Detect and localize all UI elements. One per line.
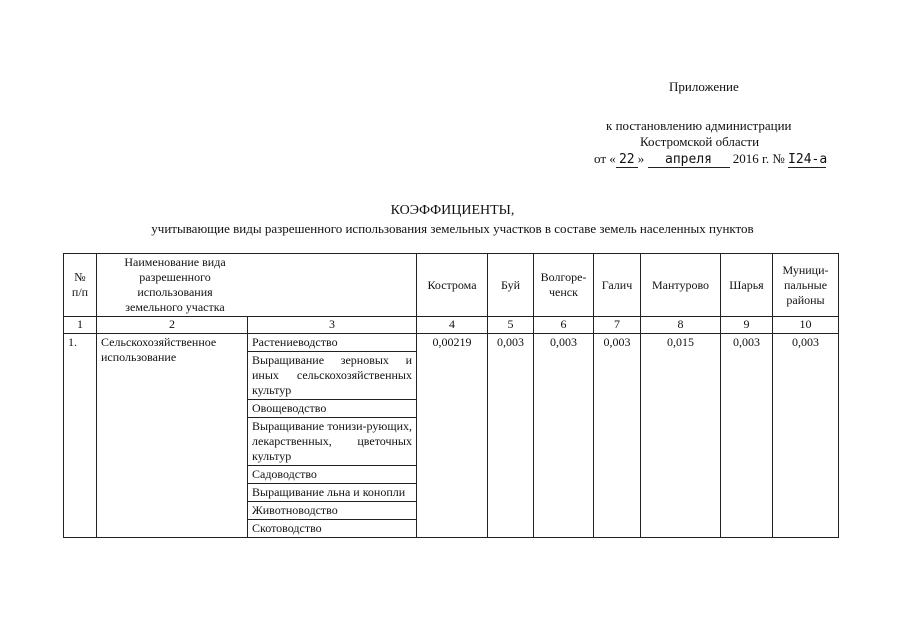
column-number: 8 [641, 317, 721, 334]
row-num: 1. [64, 334, 97, 538]
header-use-type [97, 254, 417, 317]
header-manturovo: Мантурово [641, 254, 721, 317]
decree-line-1: к постановлению администрации [606, 118, 792, 133]
coefficients-table [63, 253, 839, 538]
column-number: 9 [721, 317, 773, 334]
date-mid: » [637, 151, 645, 166]
subtype-cell: Животноводство [248, 502, 417, 520]
date-prefix: от « [594, 151, 616, 166]
column-number: 10 [773, 317, 839, 334]
value-galich: 0,003 [594, 334, 641, 538]
header-num-text: № п/п [71, 270, 89, 299]
column-number: 5 [488, 317, 534, 334]
subtype-cell: Выращивание льна и конопли [248, 484, 417, 502]
column-number: 4 [417, 317, 488, 334]
header-volgorechensk: Волгорe-ченск [534, 254, 594, 317]
table-header-row [64, 254, 839, 317]
value-manturovo: 0,015 [641, 334, 721, 538]
value-sharya: 0,003 [721, 334, 773, 538]
subtype-cell: Садоводство [248, 466, 417, 484]
subtype-cell: Скотоводство [248, 520, 417, 538]
value-kostroma: 0,00219 [417, 334, 488, 538]
column-number-row [64, 317, 839, 334]
doc-number: I24-а [788, 152, 828, 167]
value-volgorechensk: 0,003 [534, 334, 594, 538]
document-subtitle: учитывающие виды разрешенного использования земельных участков в составе земель населенных пунктов [151, 221, 754, 236]
subtype-cell: Овощеводство [248, 400, 417, 418]
column-number: 1 [64, 317, 97, 334]
header-sharya: Шарья [721, 254, 773, 317]
date-day: 22 [616, 152, 638, 168]
value-buy: 0,003 [488, 334, 534, 538]
header-buy: Буй [488, 254, 534, 317]
row-category: Сельскохозяйственное использование [97, 334, 248, 538]
value-municipal: 0,003 [773, 334, 839, 538]
header-municipal: Муници-пальные районы [773, 254, 839, 317]
decree-date-line [594, 151, 826, 168]
table-row [64, 334, 839, 352]
column-number: 6 [534, 317, 594, 334]
column-number: 2 [97, 317, 248, 334]
column-number: 7 [594, 317, 641, 334]
decree-line-2: Костромской области [640, 134, 760, 149]
subtype-cell: Растениеводство [248, 334, 417, 352]
date-year: 2016 г. № [732, 151, 785, 166]
appendix-label: Приложение [669, 79, 739, 94]
header-num [64, 254, 97, 317]
header-galich: Галич [594, 254, 641, 317]
header-kostroma: Кострома [417, 254, 488, 317]
document-title: КОЭФФИЦИЕНТЫ, [390, 203, 515, 218]
subtype-cell: Выращивание зерновых и иных сельскохозяйственных культур [248, 352, 417, 400]
header-use-type-text: Наименование вида разрешенного использования земельного участка [124, 255, 226, 314]
subtype-cell: Выращивание тонизи-рующих, лекарственных, цветочных культур [248, 418, 417, 466]
column-number: 3 [248, 317, 417, 334]
date-month: апреля [648, 152, 730, 168]
